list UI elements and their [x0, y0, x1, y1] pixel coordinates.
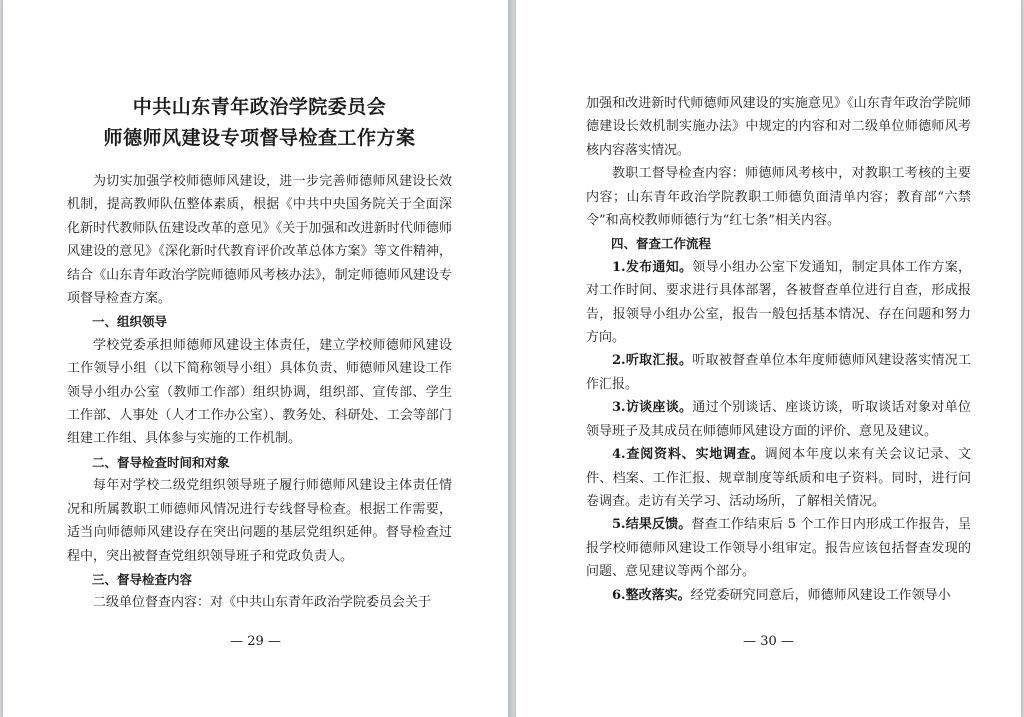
step-text: 听取被督查单位本年度师德师风建设落实情况工作汇报。	[586, 353, 971, 392]
step-lead: 4.查阅资料、实地调查。	[612, 447, 765, 463]
paragraph: 每年对学校二级党组织领导班子履行师德师风建设主体责任情况和所属教职工师德师风情况进行专线督导检查。根据工作需要，适当向师德师风建设存在突出问题的基层党组织延伸。督导检查过程中，突出被督查党组织领导班子和党政负责人。	[67, 478, 452, 564]
document-title-line2: 师德师风建设专项督导检查工作方案	[103, 127, 416, 149]
procedure-step	[586, 443, 971, 513]
page-body	[67, 170, 452, 615]
paragraph: 教职工督导检查内容：师德师风考核中，对教职工考核的主要内容；山东青年政治学院教职工师德负面清单内容；教育部“六禁令”和高校教师师德行为“红七条”相关内容。	[586, 166, 971, 229]
step-lead: 3.访谈座谈。	[612, 400, 693, 416]
procedure-step	[586, 349, 971, 396]
section-heading: 三、督导检查内容	[92, 571, 193, 587]
paragraph: 为切实加强学校师德师风建设，进一步完善师德师风建设长效机制，提高教师队伍整体素质，根据《中共中央国务院关于全面深化新时代教师队伍建设改革的意见》《关于加强和改进新时代师德师风建设的意见》《深化新时代教育评价改革总体方案》等文件精神，结合《山东青年政治学院师德师风考核办法》，制定师德师风建设专项督导检查方案。	[67, 174, 452, 307]
page-body	[586, 92, 971, 607]
section-heading: 四、督查工作流程	[611, 236, 712, 252]
step-text: 调阅本年度以来有关会议记录、文件、档案、工作汇报、规章制度等纸质和电子资料。同时，进行问卷调查。走访有关学习、活动场所，了解相关情况。	[586, 447, 971, 509]
step-text: 经党委研究同意后，师德师风建设工作领导小	[690, 587, 951, 603]
document-page-left	[3, 0, 508, 717]
step-lead: 6.整改落实。	[612, 587, 691, 603]
step-lead: 2.听取汇报。	[612, 353, 693, 369]
document-title-line1: 中共山东青年政治学院委员会	[132, 96, 387, 118]
procedure-step	[586, 584, 971, 607]
paragraph: 学校党委承担师德师风建设主体责任，建立学校师德师风建设工作领导小组（以下简称领导小组）具体负责、师德师风建设工作领导小组办公室（教师工作部）组织协调，组织部、宣传部、学生工作部、人事处（人才工作办公室）、教务处、科研处、工会等部门组建工作组、具体参与实施的工作机制。	[67, 337, 452, 447]
paragraph-continued: 加强和改进新时代师德师风建设的实施意见》《山东青年政治学院师德建设长效机制实施办法》中规定的内容和对二级单位师德师风考核内容落实情况。	[586, 96, 971, 158]
document-page-right	[516, 0, 1021, 717]
page-number: — 30 —	[743, 634, 794, 649]
paragraph: 二级单位督查内容：对《中共山东青年政治学院委员会关于	[93, 595, 432, 611]
step-text: 督查工作结束后 5 个工作日内形成工作报告，呈报学校师德师风建设工作领导小组审定。报告应该包括督查发现的问题、意见建议等两个部分。	[586, 517, 971, 580]
section-heading: 一、组织领导	[92, 314, 168, 330]
step-lead: 5.结果反馈。	[612, 517, 692, 533]
page-gutter	[508, 0, 516, 717]
section-heading: 二、督导检查时间和对象	[92, 454, 230, 470]
page-number: — 29 —	[230, 634, 281, 649]
step-text: 通过个别谈话、座谈访谈，听取谈话对象对单位领导班子及其成员在师德师风建设方面的评价、意见及建议。	[586, 400, 971, 439]
procedure-step	[586, 396, 971, 443]
procedure-step	[586, 256, 971, 350]
step-text: 领导小组办公室下发通知，制定具体工作方案，对工作时间、要求进行具体部署，各被督查单位进行自查，形成报告，报领导小组办公室，报告一般包括基本情况、存在问题和努力方向。	[586, 259, 971, 346]
step-lead: 1.发布通知。	[612, 259, 693, 275]
procedure-step	[586, 513, 971, 583]
